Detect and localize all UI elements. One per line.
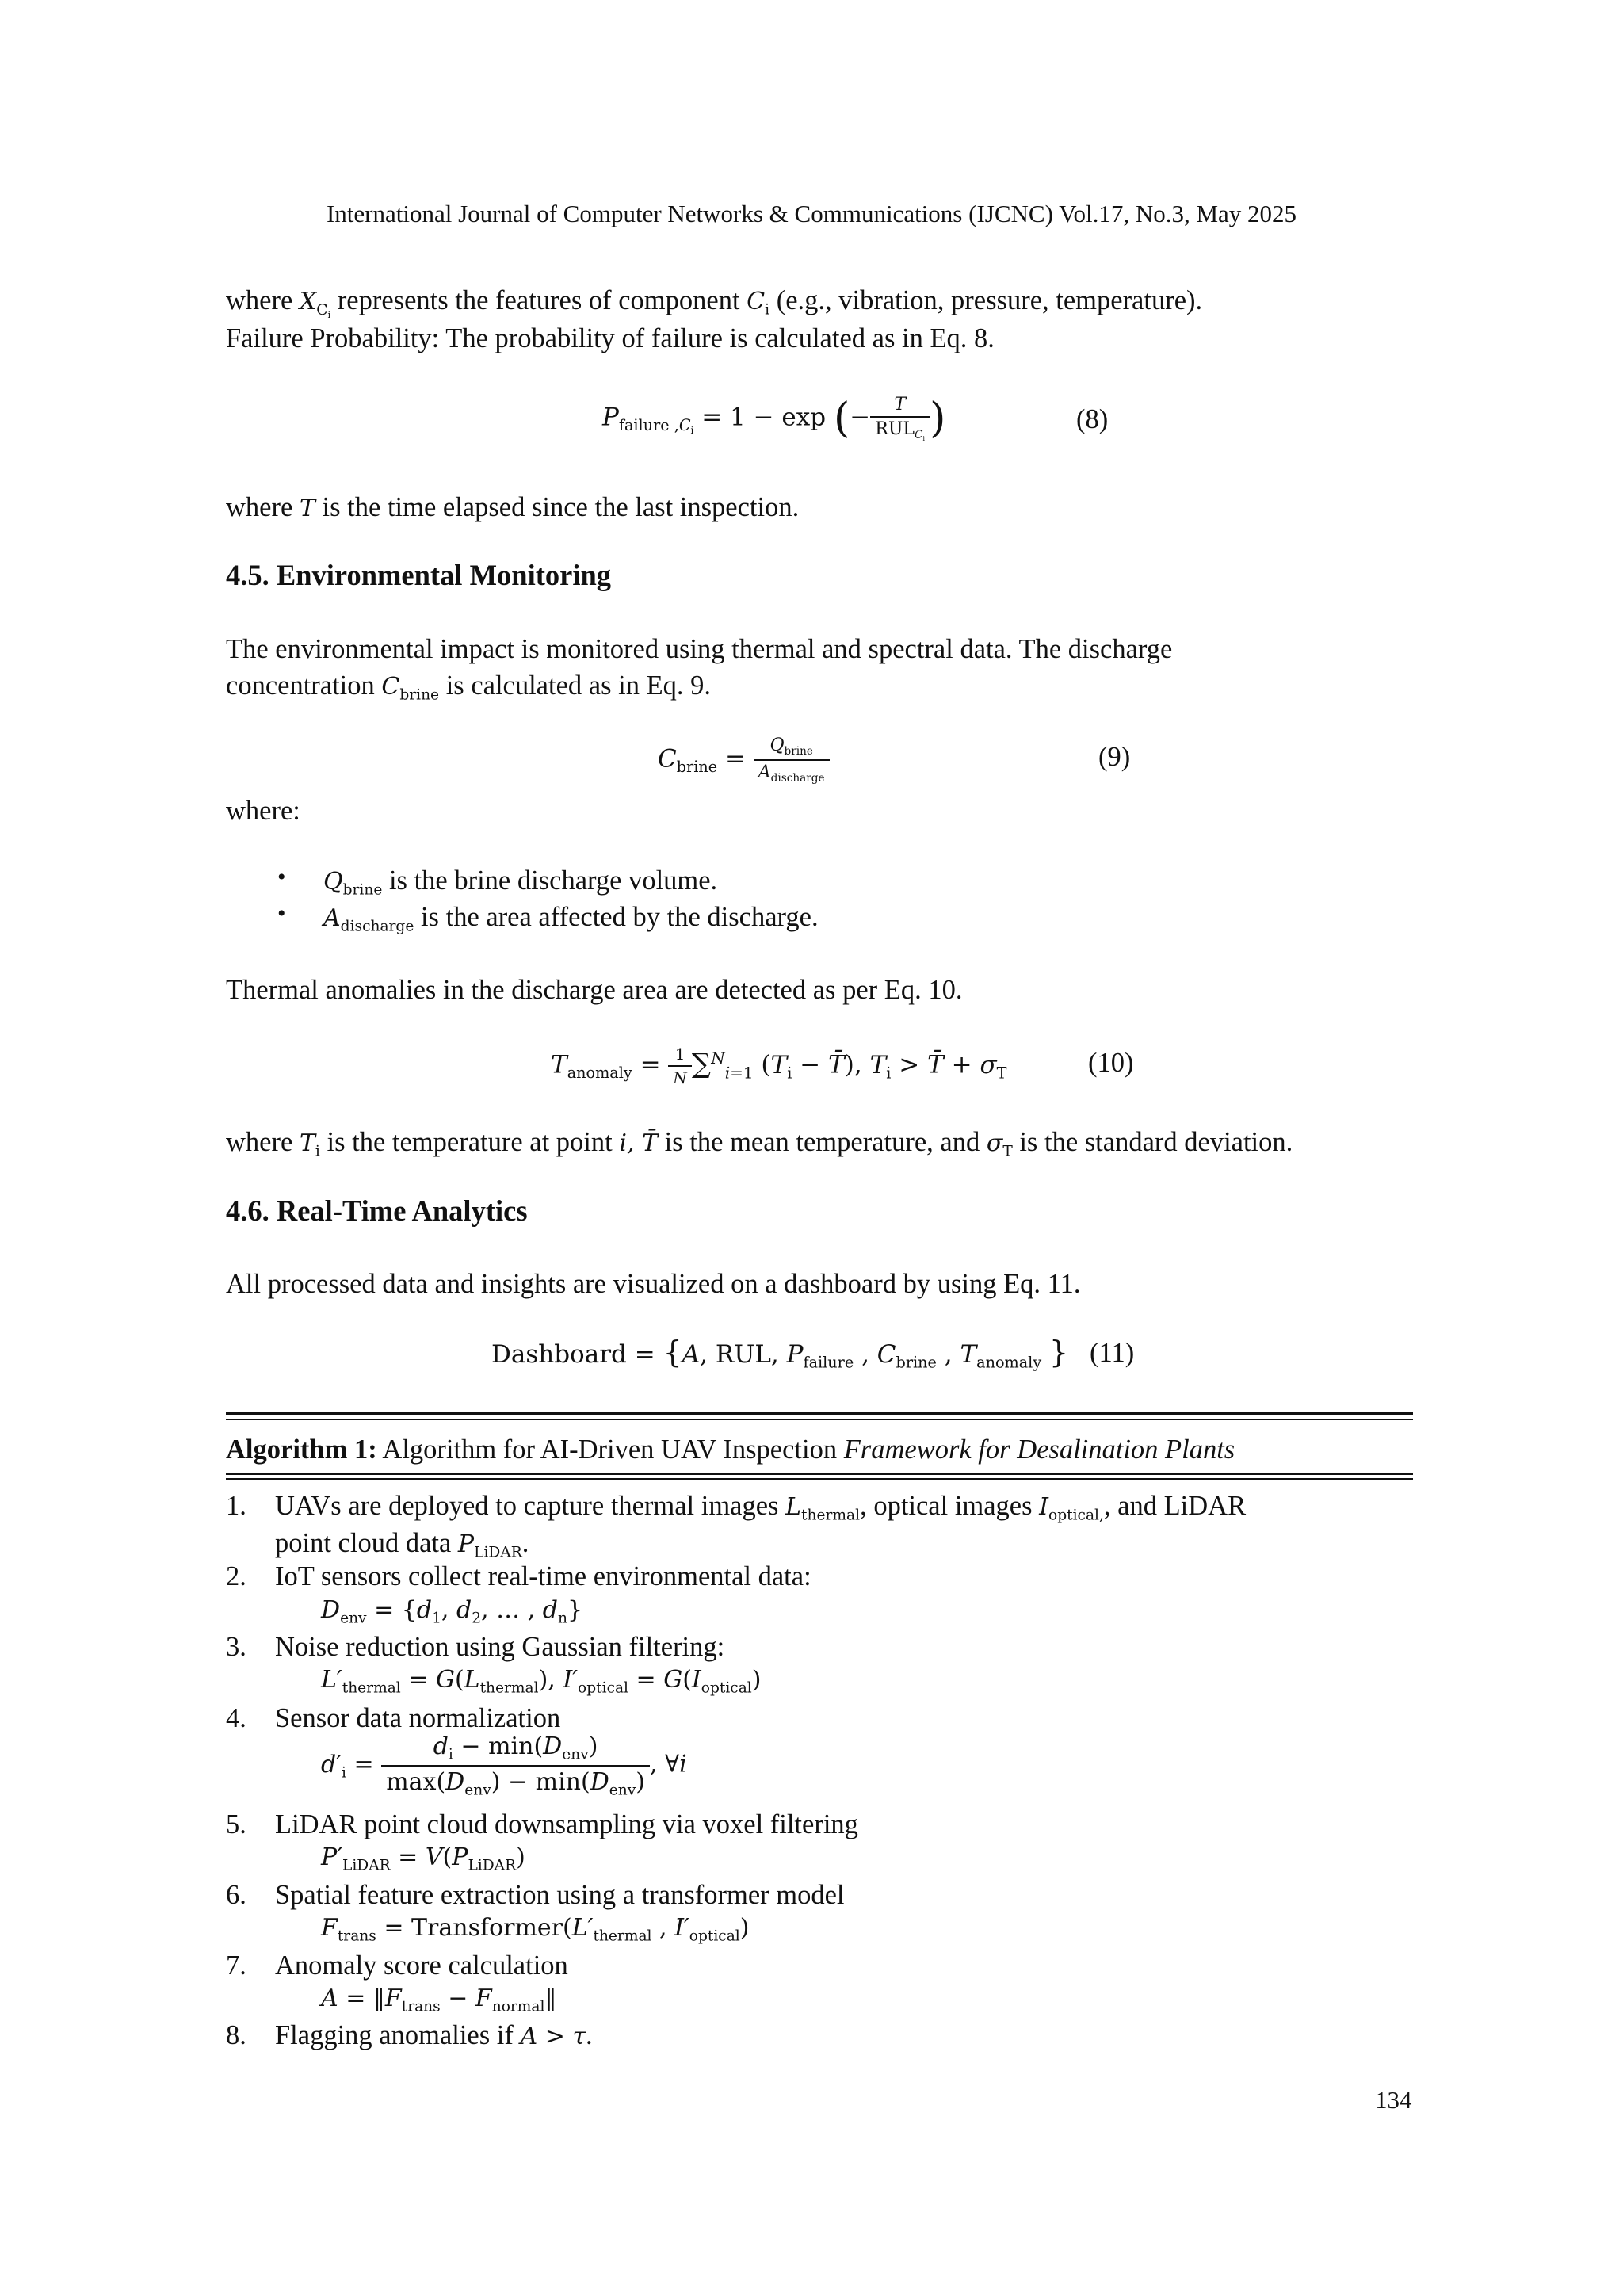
step-number: 5. bbox=[226, 1809, 246, 1839]
equation-8-number: (8) bbox=[1076, 404, 1109, 434]
algorithm-top-rule-inner bbox=[226, 1419, 1413, 1420]
equation-anomaly-score: $A = ‖F_{trans}$ − $F_{normal}‖$ bbox=[321, 1985, 557, 2015]
equation-11: Dashboard = {A, RUL, $P_{failure}$ , $C_{brine}$ , $T_{anomaly}$ } bbox=[491, 1335, 1069, 1372]
paragraph-environmental-impact: The environmental impact is monitored using thermal and spectral data. The discharge bbox=[226, 634, 1173, 664]
paragraph-dashboard: All processed data and insights are visualized on a dashboard by using Eq. 11. bbox=[226, 1269, 1081, 1299]
step-number: 4. bbox=[226, 1703, 246, 1733]
section-heading-4-6: 4.6. Real-Time Analytics bbox=[226, 1194, 528, 1227]
step-number: 2. bbox=[226, 1561, 246, 1591]
step-number: 3. bbox=[226, 1632, 246, 1662]
section-heading-4-5: 4.5. Environmental Monitoring bbox=[226, 559, 612, 591]
algorithm-step-1: UAVs are deployed to capture thermal images $L_{thermal}$, optical images $I_{optical,}$, and LiDAR bbox=[275, 1491, 1247, 1524]
paragraph-temperature-definitions: where $T_i$ is the temperature at point i, T̄ is the mean temperature, and $\sigma_T$ is the standard deviation. bbox=[226, 1127, 1293, 1160]
bullet-symbol: • bbox=[277, 864, 286, 890]
equation-8: $P_{failure ,C_i} = 1 - \exp$ (− $\frac{T}{RUL_{C_i}}$ ) bbox=[602, 395, 946, 442]
algorithm-step-2: IoT sensors collect real-time environmental data: bbox=[275, 1561, 812, 1591]
equation-9-number: (9) bbox=[1098, 742, 1131, 772]
algorithm-step-6: Spatial feature extraction using a transformer model bbox=[275, 1880, 845, 1910]
algorithm-step-4: Sensor data normalization bbox=[275, 1703, 561, 1733]
equation-10: $T_{anomaly}$ = $\frac{1}{N}$ ∑$^N_{i=1}$ ($T_i$ − T̄), $T_i$ > T̄ + $\sigma_T$ bbox=[551, 1045, 1007, 1087]
algorithm-step-7: Anomaly score calculation bbox=[275, 1950, 568, 1981]
page-number: 134 bbox=[1375, 2086, 1412, 2114]
math-ci: $C_i$ bbox=[747, 288, 770, 319]
step-number: 6. bbox=[226, 1880, 246, 1910]
paragraph-where: where: bbox=[226, 796, 300, 826]
list-item-brine-volume: $Q_{brine}$ is the brine discharge volume. bbox=[323, 865, 718, 899]
equation-11-number: (11) bbox=[1090, 1338, 1135, 1368]
algorithm-mid-rule-inner bbox=[226, 1478, 1413, 1480]
math-c-brine: $C_{brine}$ bbox=[381, 673, 440, 704]
math-a-discharge: $A_{discharge}$ bbox=[323, 904, 414, 935]
algorithm-mid-rule bbox=[226, 1473, 1413, 1475]
algorithm-step-1-cont: point cloud data $P_{LiDAR}$. bbox=[275, 1528, 529, 1561]
equation-9: $C_{brine}$ = $\frac{Q_{brine}}{A_{discharge}}$ bbox=[658, 735, 830, 785]
paragraph-time-elapsed: where T is the time elapsed since the last inspection. bbox=[226, 492, 800, 522]
bullet-symbol: • bbox=[277, 900, 286, 926]
math-x-ci: $X_{C_i}$ bbox=[299, 288, 331, 320]
step-number: 7. bbox=[226, 1950, 246, 1981]
equation-voxel-filter: $P'_{LiDAR} = V(P_{LiDAR})$ bbox=[321, 1843, 525, 1874]
list-item-area-affected: $A_{discharge}$ is the area affected by the discharge. bbox=[323, 902, 819, 935]
running-header: International Journal of Computer Networks & Communications (IJCNC) Vol.17, No.3, May 2025 bbox=[326, 200, 1297, 227]
step-number: 8. bbox=[226, 2020, 246, 2050]
paragraph-thermal-anomalies: Thermal anomalies in the discharge area are detected as per Eq. 10. bbox=[226, 975, 963, 1005]
math-t: T bbox=[299, 495, 315, 522]
algorithm-step-3: Noise reduction using Gaussian filtering: bbox=[275, 1632, 725, 1662]
equation-normalization: $d'_i$ = $\frac{d_i - \min(D_{env})}{\max(D_{env}) - \min(D_{env})}$ , ∀i bbox=[321, 1733, 687, 1798]
algorithm-top-rule bbox=[226, 1412, 1413, 1415]
algorithm-step-5: LiDAR point cloud downsampling via voxel filtering bbox=[275, 1809, 858, 1839]
algorithm-title: Algorithm 1: Algorithm for AI-Driven UAV Inspection Framework for Desalination Plants bbox=[226, 1435, 1235, 1465]
equation-gaussian-filter: $L'_{thermal} = G(L_{thermal})$, $I'_{optical} = G(I_{optical})$ bbox=[321, 1666, 762, 1697]
paragraph-discharge-concentration: concentration $C_{brine}$ is calculated as in Eq. 9. bbox=[226, 670, 712, 704]
paragraph-features: where $X_{C_i}$ represents the features of component $C_i$ (e.g., vibration, pressure, temperature). bbox=[226, 285, 1203, 320]
equation-10-number: (10) bbox=[1088, 1048, 1134, 1078]
equation-d-env: $D_{env} = \{d_1$, $d_2$, … , $d_n$} bbox=[321, 1596, 583, 1627]
equation-transformer: $F_{trans}$ = $Transformer(L'_{thermal}$ , $I'_{optical}$) bbox=[321, 1914, 750, 1945]
math-q-brine: $Q_{brine}$ bbox=[323, 868, 383, 899]
step-number: 1. bbox=[226, 1491, 246, 1521]
algorithm-step-8: Flagging anomalies if A > τ. bbox=[275, 2020, 593, 2050]
paragraph-failure-probability: Failure Probability: The probability of failure is calculated as in Eq. 8. bbox=[226, 323, 995, 353]
